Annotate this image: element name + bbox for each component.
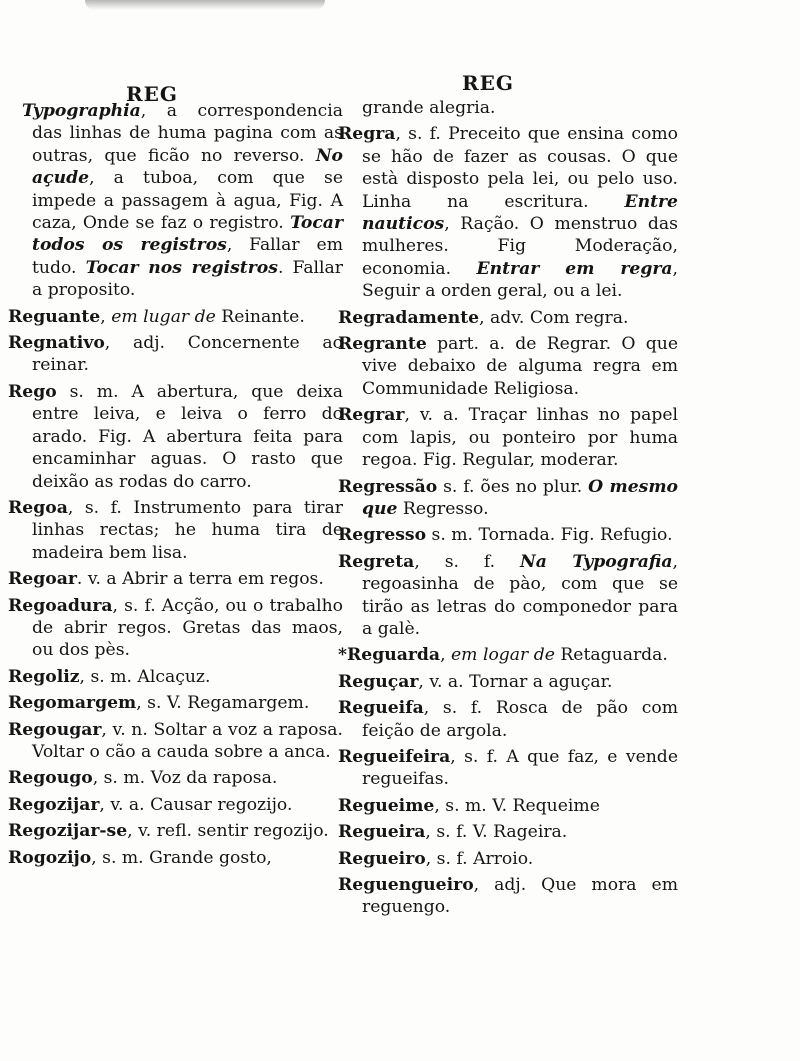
dictionary-entry: [338, 874, 678, 919]
entry-text: , s. f.: [414, 551, 521, 572]
entry-text: part. a. de Regrar. O que vive debaixo de alguma regra em Communidade Religiosa.: [362, 334, 678, 399]
dictionary-entry: [338, 671, 678, 693]
dictionary-entry: [338, 123, 678, 302]
entry-text: , s. m. Voz da raposa.: [92, 768, 278, 789]
entry-headword: Regougo: [8, 768, 93, 789]
entry-text: s. m. A abertura, que deixa entre leiva, e leiva o ferro do arado. Fig. A abertura feita para encaminhar aguas. O rasto que deixão as rodas do carro.: [32, 381, 343, 492]
entry-text: Na Typografia: [520, 551, 673, 572]
entry-headword: Rego: [8, 381, 57, 402]
dictionary-entry: [8, 497, 343, 564]
entry-headword: Regueiro: [338, 848, 426, 869]
entry-headword: Reguçar: [338, 671, 419, 692]
entry-headword: Regoar: [8, 569, 77, 590]
entry-headword: Regueifa: [338, 698, 424, 719]
entry-text: , a tuboa, com que se impede a passagem à agua, Fig. A caza, Onde se faz o registro.: [32, 168, 343, 234]
entry-text: , s. m. V. Requeime: [434, 795, 600, 816]
entry-text: ,: [100, 306, 112, 327]
entry-text: . Fallar a proposito.: [32, 257, 344, 301]
entry-text: , v. a. Causar regozijo.: [99, 794, 293, 815]
right-column: [338, 97, 678, 923]
entry-headword: Regomargem: [8, 693, 137, 714]
entry-headword: Regozijar-se: [8, 821, 128, 842]
paper-stain: [85, 0, 325, 10]
entry-text: , s. m. Alcaçuz.: [79, 666, 211, 687]
entry-text: em lugar de: [111, 306, 216, 327]
dictionary-entry: [8, 794, 343, 816]
entry-headword: Regnativo: [8, 333, 105, 354]
dictionary-entry: [338, 821, 678, 843]
dictionary-entry: [8, 568, 343, 590]
dictionary-entry: [338, 644, 678, 666]
dictionary-entry: [8, 100, 343, 302]
entry-text: ,: [440, 645, 452, 666]
entry-text: , adj. Concernente ao reinar.: [32, 333, 343, 376]
entry-text: em logar de: [451, 645, 555, 666]
entry-headword: Regoadura: [8, 595, 113, 616]
entry-headword: Regreta: [338, 551, 415, 572]
entry-text: , s. V. Regamargem.: [136, 693, 310, 714]
entry-text: Entre nauticos: [362, 191, 678, 235]
entry-text: No açude: [32, 145, 343, 189]
entry-text: O mesmo que: [362, 476, 678, 519]
entry-text: , s. f. A que faz, e vende regueifas.: [362, 746, 678, 790]
entry-text: , s. f. V. Rageira.: [425, 822, 568, 843]
entry-text: Tocar nos registros: [85, 257, 278, 278]
entry-text: s. f. ões no plur.: [437, 476, 589, 497]
dictionary-entry: [338, 476, 678, 521]
entry-text: , adv. Com regra.: [479, 307, 629, 328]
entry-text: , v. n. Soltar a voz a raposa. Voltar o cão a cauda sobre a anca.: [32, 719, 343, 762]
entry-text: , s. f. Instrumento para tirar linhas rectas; he huma tira de madeira bem lisa.: [32, 497, 343, 563]
entry-headword: Regueifeira: [338, 746, 451, 767]
entry-text: grande alegria.: [362, 98, 496, 118]
dictionary-entry: [8, 332, 343, 377]
dictionary-entry: [8, 666, 343, 688]
entry-headword: Regueime: [338, 795, 435, 816]
left-column: [8, 100, 343, 873]
dictionary-entry: [8, 820, 343, 842]
entry-text: Entrar em regra: [476, 258, 673, 279]
entry-headword: Regueira: [338, 822, 426, 843]
entry-headword: Typographia: [22, 101, 141, 121]
entry-text: , s. f. Preceito que ensina como se hão de fazer as cousas. O que està disposto pela lei, ou pelo uso. Linha na escritura.: [362, 124, 678, 212]
dictionary-entry: [8, 306, 343, 328]
dictionary-entry: [338, 697, 678, 742]
entry-text: , v. a. Tornar a aguçar.: [418, 671, 613, 692]
entry-text: , a correspondencia das linhas de huma pagina com as outras, que ficão no reverso.: [32, 101, 343, 166]
entry-text: , Seguir a orden geral, ou a lei.: [362, 258, 679, 302]
dictionary-entry: [338, 746, 678, 791]
entry-text: , s. m. Grande gosto,: [91, 847, 272, 868]
entry-headword: Regradamente: [338, 307, 480, 328]
entry-text: . v. a Abrir a terra em regos.: [76, 569, 324, 590]
left-running-header: REG: [126, 82, 178, 106]
entry-text: , v. refl. sentir regozijo.: [127, 821, 329, 842]
dictionary-entry: [338, 97, 678, 119]
entry-headword: Regoa: [8, 497, 68, 518]
entry-headword: Reguengueiro: [338, 875, 474, 895]
entry-text: , Fallar em tudo.: [32, 235, 343, 278]
entry-text: , Ração. O menstruo das mulheres. Fig Moderação, economia.: [362, 214, 678, 279]
dictionary-entry: [338, 307, 678, 329]
dictionary-entry: [338, 524, 678, 546]
dictionary-entry: [8, 381, 343, 493]
entry-headword: Regougar: [8, 719, 102, 740]
entry-text: Tocar todos os registros: [32, 213, 343, 256]
entry-text: , s. f. Rosca de pão com feição de argola.: [362, 698, 678, 741]
entry-headword: Regrar: [338, 405, 405, 426]
entry-text: , s. f. Acção, ou o trabalho de abrir regos. Gretas das maos, ou dos pès.: [32, 595, 343, 661]
entry-text: s. m. Tornada. Fig. Refugio.: [426, 525, 673, 546]
dictionary-entry: [8, 719, 343, 764]
entry-text: , v. a. Traçar linhas no papel com lapis, ou ponteiro por huma regoa. Fig. Regular, moderar.: [362, 405, 678, 471]
dictionary-entry: [338, 795, 678, 817]
entry-headword: Rogozijo: [8, 847, 92, 868]
entry-headword: *Reguarda: [338, 645, 441, 666]
entry-headword: Regresso: [338, 525, 427, 546]
entry-text: , adj. Que mora em reguengo.: [362, 875, 678, 918]
entry-text: , regoasinha de pào, com que se tirão as letras do componedor para a galè.: [362, 551, 678, 639]
entry-headword: Regozijar: [8, 794, 100, 815]
entry-text: Reinante.: [215, 306, 305, 327]
dictionary-entry: [338, 848, 678, 870]
dictionary-entry: [8, 847, 343, 869]
dictionary-entry: [8, 595, 343, 662]
dictionary-entry: [338, 551, 678, 641]
dictionary-entry: [8, 692, 343, 714]
entry-headword: Regrante: [338, 334, 427, 355]
entry-text: Regresso.: [397, 498, 489, 519]
dictionary-entry: [338, 404, 678, 471]
entry-headword: Regressão: [338, 476, 438, 497]
entry-headword: Regra: [338, 124, 396, 145]
dictionary-entry: [8, 767, 343, 789]
entry-text: , s. f. Arroio.: [425, 848, 534, 869]
right-running-header: REG: [462, 71, 514, 95]
entry-text: Retaguarda.: [554, 645, 668, 666]
dictionary-entry: [338, 333, 678, 400]
entry-headword: Reguante: [8, 306, 101, 327]
entry-headword: Regoliz: [8, 666, 80, 687]
